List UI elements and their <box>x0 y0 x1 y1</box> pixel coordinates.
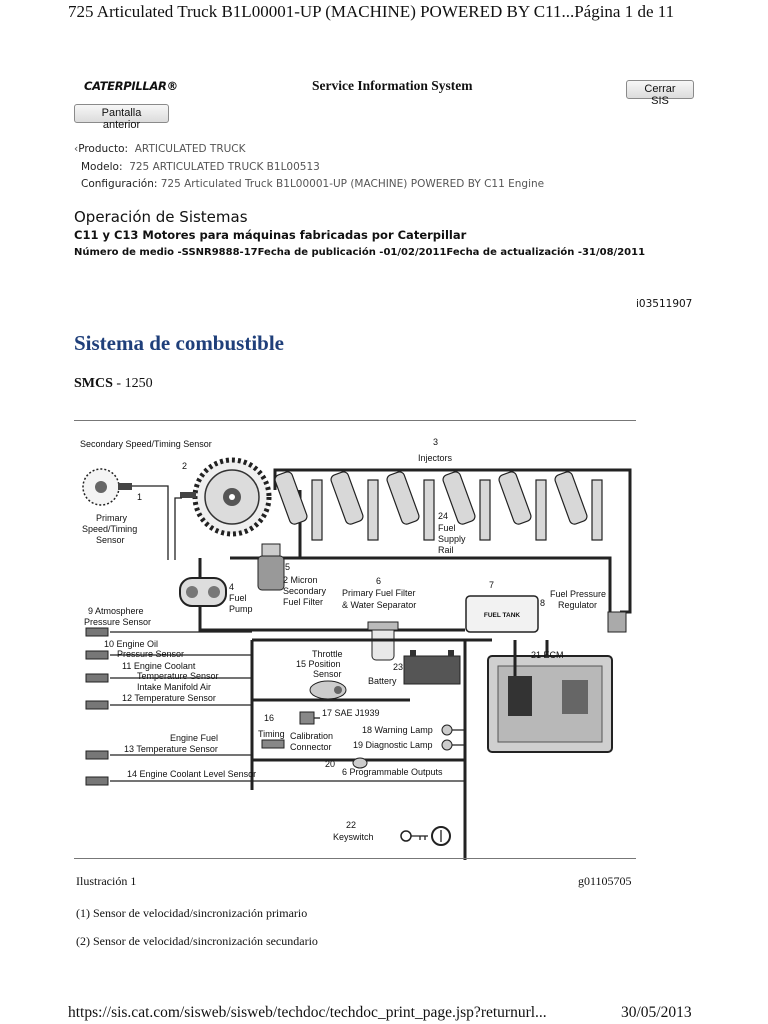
graphic-id: g01105705 <box>578 874 632 888</box>
secondary-filter-icon <box>258 544 284 590</box>
label: Sensor <box>313 669 342 679</box>
label: Calibration <box>290 731 334 741</box>
label: Supply <box>438 534 466 544</box>
smcs-label: SMCS <box>74 376 113 391</box>
label: 6 Programmable Outputs <box>342 767 443 777</box>
fuel-tank-icon <box>466 596 538 632</box>
label: Rail <box>438 545 454 555</box>
label: Primary <box>96 513 127 523</box>
label: Connector <box>290 742 332 752</box>
label: Fuel Pressure <box>550 589 607 599</box>
section-title: Sistema de combustible <box>74 331 284 355</box>
model-label: Modelo: <box>81 161 123 173</box>
label: 24 <box>438 511 449 521</box>
model-value: 725 ARTICULATED TRUCK B1L00513 <box>129 161 320 173</box>
tank-label: FUEL TANK <box>483 612 521 619</box>
label: 15 Position <box>296 659 341 669</box>
label: 17 SAE J1939 <box>322 708 380 718</box>
print-footer-date: 30/05/2013 <box>621 1004 692 1021</box>
label: 10 Engine Oil <box>104 639 159 649</box>
document-subheading: C11 y C13 Motores para máquinas fabricadas por Caterpillar <box>74 228 467 242</box>
illustration-label: Ilustración 1 <box>76 874 137 888</box>
divider <box>74 858 636 859</box>
label: Pump <box>229 604 253 614</box>
label: 16 <box>264 713 275 723</box>
keyswitch-icon <box>401 827 465 845</box>
label: 6 <box>376 576 382 586</box>
label: Sensor <box>96 535 125 545</box>
chevron-left-icon: ‹ <box>74 143 79 155</box>
product-value: ARTICULATED TRUCK <box>134 143 246 155</box>
label: Temperature Sensor <box>137 671 219 681</box>
throttle-sensor-icon <box>310 681 346 699</box>
label: Throttle <box>312 649 343 659</box>
label: 18 Warning Lamp <box>362 725 433 735</box>
label: Timing <box>258 729 285 739</box>
label: 14 Engine Coolant Level Sensor <box>127 769 257 779</box>
label: 1 <box>137 492 143 502</box>
print-header: 725 Articulated Truck B1L00001-UP (MACHINE) POWERED BY C11...Página 1 de 11 <box>68 2 675 21</box>
previous-screen-button[interactable]: Pantalla anterior <box>74 104 169 123</box>
label: Pressure Sensor <box>117 649 185 659</box>
pressure-regulator-icon <box>608 612 626 632</box>
label: 22 <box>346 820 357 830</box>
flywheel-gear-icon <box>195 460 269 534</box>
label: 2 <box>182 461 188 471</box>
label: Secondary <box>283 586 327 596</box>
label: 20 <box>325 759 336 769</box>
label: Intake Manifold Air <box>137 682 212 692</box>
close-sis-button[interactable]: Cerrar SIS <box>626 80 694 99</box>
label: 7 <box>489 580 495 590</box>
print-footer-url: https://sis.cat.com/sisweb/sisweb/techdoc/techdoc_print_page.jsp?returnurl... <box>68 1004 547 1021</box>
media-line: Número de medio -SSNR9888-17Fecha de publicación -01/02/2011Fecha de actualización -31/08/2011 <box>74 247 646 258</box>
diagnostic-lamp-icon <box>442 740 452 750</box>
sae-connector-icon <box>300 712 314 724</box>
label: Primary Fuel Filter <box>342 588 416 598</box>
label: Keyswitch <box>333 832 374 842</box>
label: 13 Temperature Sensor <box>124 744 218 754</box>
label: 12 Temperature Sensor <box>122 693 216 703</box>
label: Regulator <box>558 600 598 610</box>
battery-icon <box>404 650 460 684</box>
label: Speed/Timing <box>82 524 138 534</box>
label: Battery <box>368 676 397 686</box>
document-heading: Operación de Sistemas <box>74 208 248 226</box>
timing-connector-icon <box>262 740 284 748</box>
label: 23 <box>393 662 404 672</box>
document-id: i03511907 <box>636 298 693 310</box>
label: 19 Diagnostic Lamp <box>353 740 433 750</box>
label: 2 Micron <box>283 575 318 585</box>
label: 3 <box>433 437 439 447</box>
fuel-pump-icon <box>180 578 226 606</box>
product-label: Producto: <box>78 143 129 155</box>
page-title: Service Information System <box>312 78 473 93</box>
label: Fuel <box>438 523 456 533</box>
config-label: Configuración: <box>81 178 158 190</box>
sensor-plugs-icon <box>86 628 108 785</box>
smcs-value: - 1250 <box>112 376 153 391</box>
label: Injectors <box>418 453 453 463</box>
warning-lamp-icon <box>442 725 452 735</box>
label: 21 ECM <box>531 650 564 660</box>
caption-item: (2) Sensor de velocidad/sincronización secundario <box>76 934 318 948</box>
label: 9 Atmosphere <box>88 606 144 616</box>
label: 11 Engine Coolant <box>122 661 196 671</box>
label: Engine Fuel <box>170 733 219 743</box>
caterpillar-logo: CATERPILLAR® <box>84 79 178 93</box>
label: & Water Separator <box>342 600 417 610</box>
label: Secondary Speed/Timing Sensor <box>80 439 212 449</box>
label: Fuel <box>229 593 247 603</box>
label: 8 <box>540 598 546 608</box>
label: 4 <box>229 582 235 592</box>
caption-item: (1) Sensor de velocidad/sincronización primario <box>76 906 308 920</box>
secondary-sensor-icon <box>175 492 196 560</box>
label: Pressure Sensor <box>84 617 152 627</box>
label: 5 <box>285 562 291 572</box>
config-value: 725 Articulated Truck B1L00001-UP (MACHINE) POWERED BY C11 Engine <box>160 178 545 190</box>
label: Fuel Filter <box>283 597 324 607</box>
